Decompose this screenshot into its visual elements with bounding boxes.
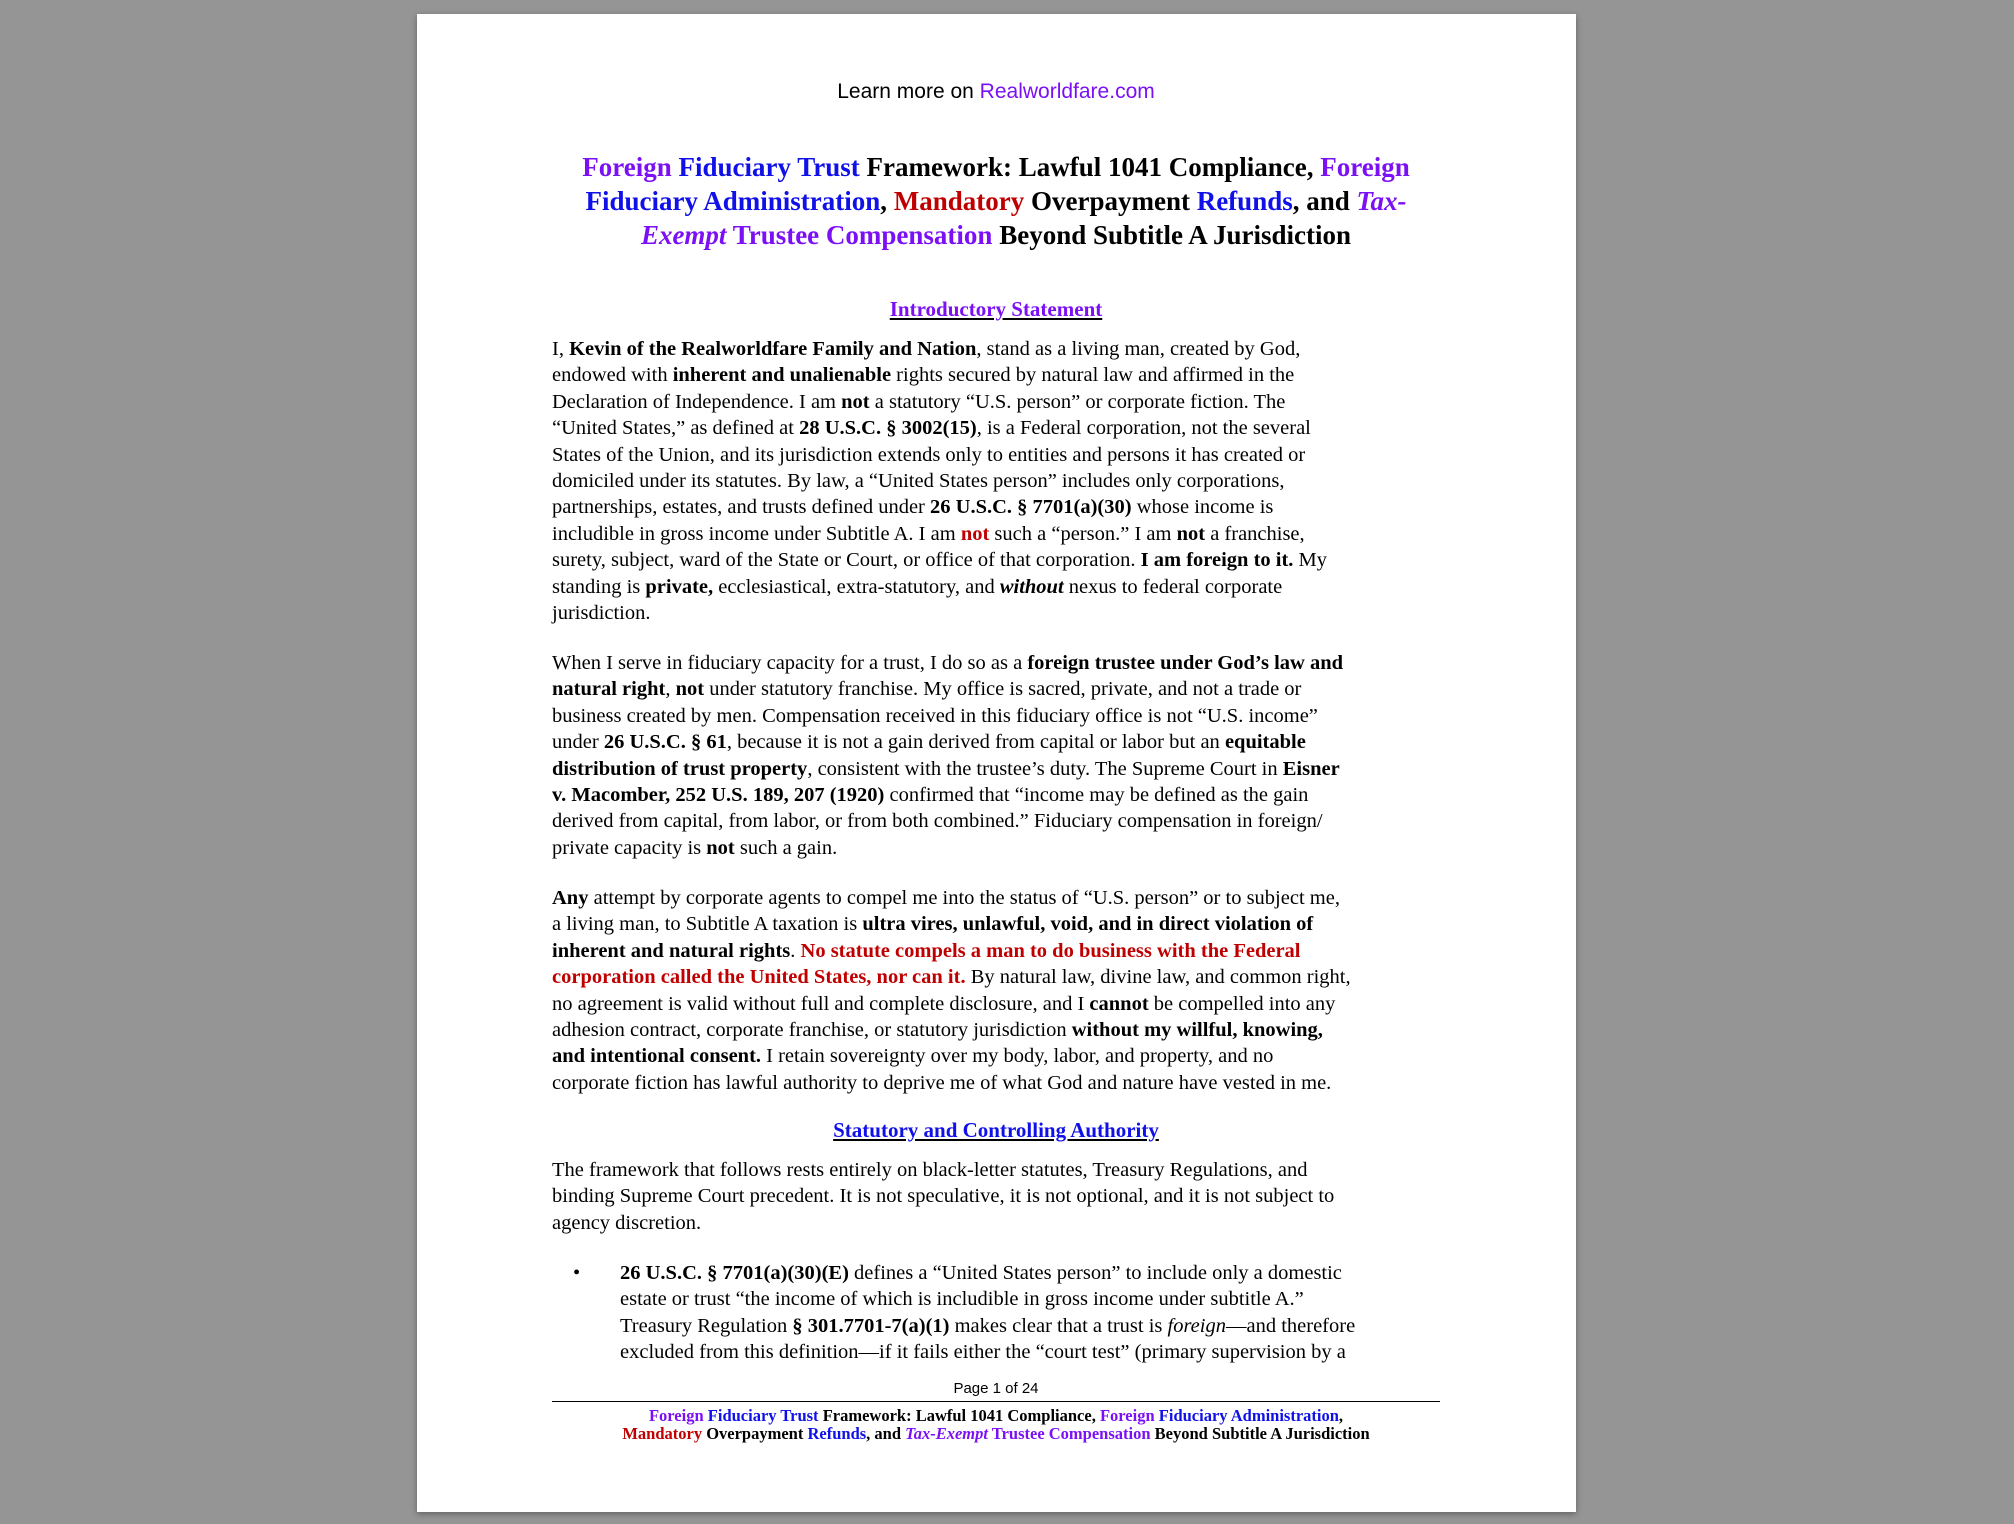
text-line (552, 521, 1440, 547)
text-bold: distribution of trust property (552, 757, 808, 780)
text-run: Declaration of Independence. I am (552, 390, 842, 413)
text-bold-red: No statute compels a man to do business with the Federal (800, 939, 1301, 962)
intro-heading (552, 297, 1440, 322)
text-line (552, 547, 1440, 573)
title-refunds: Refunds (1196, 186, 1293, 216)
text-run: includible in gross income under Subtitle A. I am (552, 522, 961, 545)
text-line (552, 336, 1440, 362)
text-run: no agreement is valid without full and complete disclosure, and I (552, 992, 1090, 1015)
text-run: Foreign (1099, 1406, 1155, 1425)
text-line (552, 938, 1440, 964)
title-line-2 (552, 184, 1440, 218)
text-run: Treasury Regulation (620, 1314, 793, 1337)
compulsion-paragraph (552, 885, 1440, 1096)
text-run: such a “person.” I am (989, 522, 1177, 545)
text-line: agency discretion. (552, 1211, 702, 1234)
text-line: jurisdiction. (552, 602, 651, 625)
fiduciary-paragraph (552, 650, 1440, 861)
title-framework: Framework: Lawful 1041 Compliance, (859, 152, 1321, 182)
text-bold: inherent and natural rights (552, 939, 791, 962)
title-and: , and (1292, 186, 1357, 216)
text-run: Framework: Lawful 1041 Compliance, (818, 1406, 1100, 1425)
text-bold: Kevin of the Realworldfare Family and Nation (569, 338, 977, 360)
text-bold-red: corporation called the United States, nor can it. (552, 966, 966, 989)
bullet-marker: • (573, 1262, 581, 1284)
footer-line-1 (552, 1407, 1440, 1425)
text-run: nexus to federal corporate (1063, 575, 1283, 598)
text-run: , and (866, 1424, 906, 1443)
text-bold: ultra vires, unlawful, void, and in direct violation of (862, 913, 1314, 936)
text-run: My (1293, 549, 1328, 572)
text-bold: 26 U.S.C. § 61 (603, 731, 727, 754)
text-bold: equitable (1224, 731, 1306, 754)
text-bold: Eisner (1282, 757, 1340, 780)
text-run: Fiduciary Trust (703, 1406, 819, 1425)
learn-more-prefix: Learn more on (837, 80, 980, 103)
text-run: , (1338, 1406, 1344, 1425)
text-line (620, 1260, 1355, 1286)
document-title (552, 150, 1440, 252)
text-run: Refunds (807, 1424, 867, 1443)
text-line (552, 494, 1440, 520)
text-run: Foreign (648, 1406, 704, 1425)
text-line (552, 964, 1440, 990)
title-fiduciary-trust: Fiduciary Trust (678, 152, 860, 182)
text-line: estate or trust “the income of which is includible in gross income under subtitle A.” (620, 1288, 1304, 1311)
text-bold: inherent and unalienable (672, 364, 892, 387)
text-run: , because it is not a gain derived from capital or labor but an (726, 731, 1225, 754)
document-page (417, 14, 1576, 1512)
title-beyond: Beyond Subtitle A Jurisdiction (992, 220, 1352, 250)
text-run: When I serve in fiduciary capacity for a trust, I do so as a (552, 652, 1028, 674)
text-run: , is a Federal corporation, not the several (976, 417, 1311, 440)
text-run: attempt by corporate agents to compel me into the status of “U.S. person” or to subject me, (588, 887, 1340, 909)
text-bold-italic: without (999, 575, 1064, 598)
text-run: Trustee Compensation (987, 1424, 1151, 1443)
text-bold: 28 U.S.C. § 3002(15) (799, 417, 977, 440)
title-mandatory: Mandatory (893, 186, 1025, 216)
intro-paragraph (552, 336, 1440, 626)
authority-heading (552, 1118, 1440, 1143)
text-line (552, 729, 1440, 755)
text-run: standing is (552, 575, 646, 598)
text-bold: cannot (1089, 992, 1149, 1015)
title-foreign: Foreign (582, 152, 672, 182)
title-line-1 (552, 150, 1440, 184)
text-bold-red: not (960, 522, 990, 545)
text-bold: foreign trustee under God’s law and (1027, 652, 1343, 674)
text-bold: Any (552, 887, 589, 909)
text-line (552, 835, 1440, 861)
text-run: rights secured by natural law and affirmed in the (891, 364, 1295, 387)
text-italic: foreign (1167, 1314, 1226, 1337)
text-bold: v. Macomber, 252 U.S. 189, 207 (1920) (552, 784, 885, 807)
text-run: “United States,” as defined at (552, 417, 800, 440)
text-run: , stand as a living man, created by God, (976, 338, 1301, 360)
text-bold: and intentional consent. (552, 1045, 762, 1068)
text-run: confirmed that “income may be defined as the gain (884, 784, 1309, 807)
text-run: By natural law, divine law, and common right, (965, 966, 1351, 989)
text-bold: not (675, 678, 705, 701)
framework-paragraph (552, 1157, 1440, 1236)
text-bold: not (841, 390, 870, 413)
text-bold: I am foreign to it. (1140, 549, 1294, 572)
text-run: endowed with (552, 364, 673, 387)
text-bold: not (1176, 522, 1206, 545)
realworldfare-link[interactable]: Realworldfare.com (979, 80, 1155, 103)
text-bold: § 301.7701-7(a)(1) (792, 1314, 950, 1337)
title-overpayment: Overpayment (1024, 186, 1197, 216)
text-run: Tax-Exempt (905, 1424, 988, 1443)
title-foreign-2: Foreign (1320, 152, 1410, 182)
text-run: , (665, 678, 676, 701)
text-line: corporate fiction has lawful authority to deprive me of what God and nature have vested in me. (552, 1071, 1332, 1094)
text-run: I, (552, 338, 570, 360)
text-line (552, 389, 1440, 415)
intro-heading-text: Introductory Statement (889, 297, 1103, 321)
text-line (552, 911, 1440, 937)
text-run: adhesion contract, corporate franchise, or statutory jurisdiction (552, 1019, 1072, 1042)
text-line (552, 885, 1440, 911)
text-bold: 26 U.S.C. § 7701(a)(30) (930, 496, 1132, 519)
page-number: Page 1 of 24 (953, 1380, 1039, 1397)
title-fiduciary-admin: Fiduciary Administration (585, 186, 881, 216)
text-run: defines a “United States person” to include only a domestic (848, 1262, 1342, 1284)
text-line: derived from capital, from labor, or from both combined.” Fiduciary compensation in foreign/ (552, 810, 1323, 833)
text-line (552, 782, 1440, 808)
text-run: a franchise, (1205, 522, 1305, 545)
text-line (552, 650, 1440, 676)
text-run: under statutory franchise. My office is sacred, private, and not a trade or (704, 678, 1302, 701)
text-line (552, 1017, 1440, 1043)
title-comma: , (880, 186, 894, 216)
text-bold: private, (645, 575, 714, 598)
text-line: excluded from this definition—if it fails either the “court test” (primary supervision by a (620, 1341, 1346, 1364)
text-line (552, 362, 1440, 388)
text-line: domiciled under its statutes. By law, a “United States person” includes only corporations, (552, 470, 1285, 493)
text-run: makes clear that a trust is (949, 1314, 1168, 1337)
text-run: such a gain. (734, 836, 838, 859)
text-run: partnerships, estates, and trusts defined under (552, 496, 931, 519)
text-line (552, 574, 1440, 600)
title-line-3 (552, 218, 1440, 252)
text-line (552, 676, 1440, 702)
text-run: . (790, 939, 801, 962)
authority-heading-text: Statutory and Controlling Authority (833, 1118, 1159, 1142)
text-run: private capacity is (552, 836, 707, 859)
text-run: Beyond Subtitle A Jurisdiction (1150, 1424, 1370, 1443)
text-run: under (552, 731, 604, 754)
text-line: States of the Union, and its jurisdiction extends only to entities and persons it has created or (552, 443, 1306, 466)
text-run: whose income is (1131, 496, 1274, 519)
title-tax: Tax- (1356, 186, 1407, 216)
bullet-text (620, 1260, 1355, 1366)
footer-divider (552, 1401, 1440, 1402)
learn-more-line (552, 80, 1440, 104)
title-exempt: Exempt (640, 220, 727, 250)
text-run: —and therefore (1225, 1314, 1356, 1337)
text-line (552, 415, 1440, 441)
text-run: Overpayment (702, 1424, 808, 1443)
text-run: a living man, to Subtitle A taxation is (552, 913, 863, 936)
text-run: Fiduciary Administration (1154, 1406, 1339, 1425)
text-line: binding Supreme Court precedent. It is not speculative, it is not optional, and it is not subject to (552, 1185, 1335, 1208)
text-run: ecclesiastical, extra-statutory, and (713, 575, 1000, 598)
text-run: surety, subject, ward of the State or Court, or office of that corporation. (552, 549, 1141, 572)
text-bold: not (706, 836, 735, 859)
text-line (552, 756, 1440, 782)
text-bold: 26 U.S.C. § 7701(a)(30)(E) (620, 1262, 849, 1284)
text-bold: without my willful, knowing, (1071, 1019, 1323, 1042)
title-trustee-comp: Trustee Compensation (726, 220, 993, 250)
text-run: a statutory “U.S. person” or corporate fiction. The (869, 390, 1286, 413)
text-run: , consistent with the trustee’s duty. The Supreme Court in (807, 757, 1283, 780)
text-bold: natural right (552, 678, 666, 701)
footer-line-2 (552, 1425, 1440, 1443)
text-run: Mandatory (622, 1424, 703, 1443)
text-line (552, 991, 1440, 1017)
page-footer (552, 1407, 1440, 1443)
text-line (620, 1313, 1355, 1339)
text-run: I retain sovereignty over my body, labor, and property, and no (761, 1045, 1274, 1068)
text-line (552, 1043, 1440, 1069)
text-run: be compelled into any (1148, 992, 1336, 1015)
text-line: business created by men. Compensation received in this fiduciary office is not “U.S. income” (552, 704, 1318, 727)
text-line: The framework that follows rests entirely on black-letter statutes, Treasury Regulations, and (552, 1159, 1308, 1181)
